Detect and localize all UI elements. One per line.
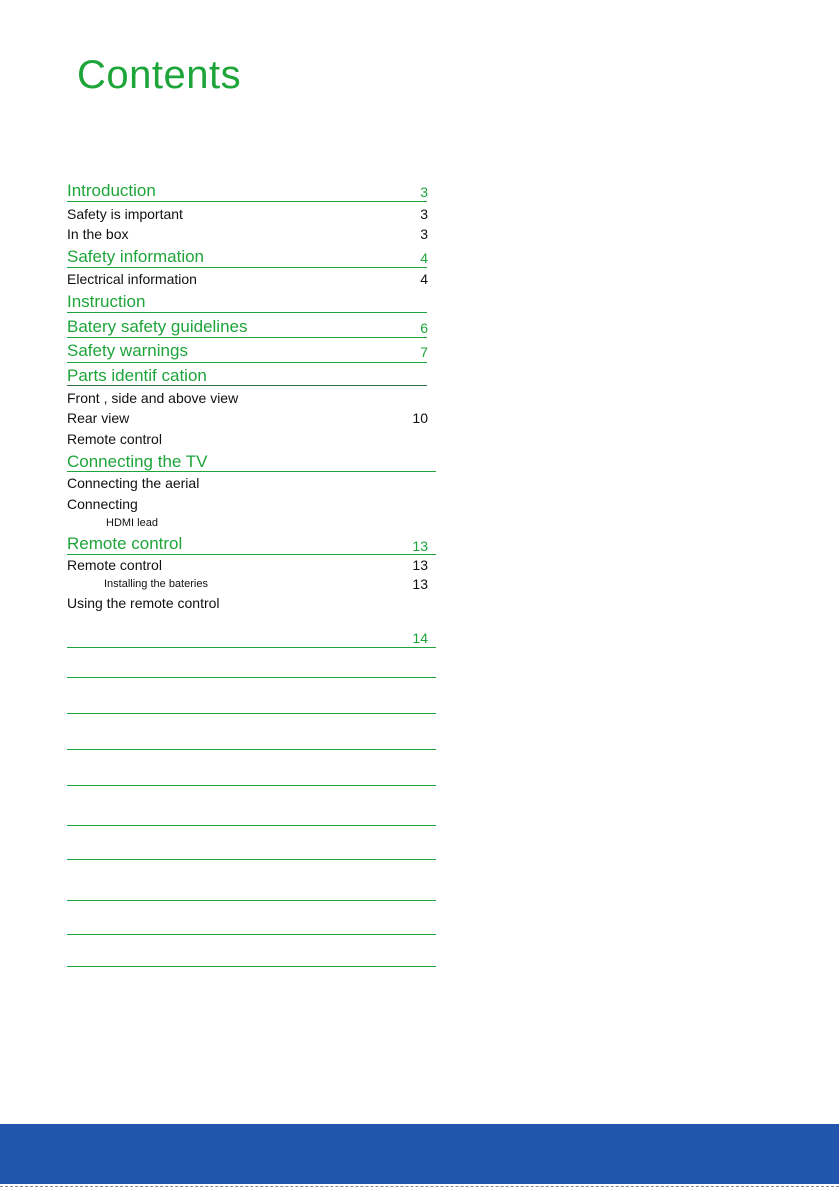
toc-rule	[67, 267, 427, 268]
toc-entry-using-remote[interactable]: Using the remote control	[67, 595, 220, 611]
toc-rule	[67, 785, 436, 786]
toc-heading-introduction[interactable]: Introduction	[67, 181, 156, 200]
toc-rule	[67, 677, 436, 678]
toc-heading-instruction[interactable]: Instruction	[67, 292, 146, 311]
toc-page-blank-entry: 14	[412, 630, 428, 646]
toc-entry-in-the-box[interactable]: In the box	[67, 226, 129, 242]
toc-rule	[67, 337, 427, 338]
toc-page-installing-batteries: 13	[412, 576, 428, 592]
toc-page-in-the-box: 3	[420, 226, 428, 242]
toc-entry-remote-control-part[interactable]: Remote control	[67, 431, 162, 447]
toc-page-remote-control-sub: 13	[412, 557, 428, 573]
toc-entry-front-side-above[interactable]: Front , side and above view	[67, 390, 239, 406]
toc-page-introduction: 3	[420, 184, 428, 200]
toc-rule	[67, 966, 436, 967]
toc-heading-battery-guidelines[interactable]: Batery safety guidelines	[67, 317, 248, 336]
toc-page-electrical-information: 4	[420, 271, 428, 287]
toc-rule	[67, 312, 427, 313]
toc-rule	[67, 859, 436, 860]
toc-heading-safety-information[interactable]: Safety information	[67, 247, 205, 266]
toc-heading-parts-identification[interactable]: Parts identif cation	[67, 366, 207, 385]
toc-rule	[67, 554, 436, 555]
toc-entry-rear-view[interactable]: Rear view	[67, 410, 130, 426]
toc-entry-connecting-aerial[interactable]: Connecting the aerial	[67, 475, 200, 491]
toc-entry-remote-control-sub[interactable]: Remote control	[67, 557, 162, 573]
toc-rule	[67, 201, 427, 202]
toc-page-rear-view: 10	[412, 410, 428, 426]
toc-entry-connecting[interactable]: Connecting	[67, 496, 138, 512]
toc-rule	[67, 647, 436, 648]
toc-rule	[67, 934, 436, 935]
toc-rule	[67, 825, 436, 826]
page-title: Contents	[77, 53, 242, 97]
toc-subentry-installing-batteries[interactable]: Installing the bateries	[104, 578, 208, 590]
toc-subentry-hdmi-lead[interactable]: HDMI lead	[106, 517, 158, 529]
footer-bar	[0, 1124, 839, 1184]
toc-rule	[67, 749, 436, 750]
toc-rule	[67, 471, 436, 472]
toc-page-battery-guidelines: 6	[420, 320, 428, 336]
toc-rule	[67, 900, 436, 901]
toc-rule	[67, 362, 427, 363]
toc-page-safety-information: 4	[420, 250, 428, 266]
footer-divider	[0, 1186, 839, 1187]
toc-rule	[67, 385, 427, 386]
toc-page-safety-important: 3	[420, 206, 428, 222]
toc-page-remote-control: 13	[412, 538, 428, 554]
toc-heading-safety-warnings[interactable]: Safety warnings	[67, 341, 188, 360]
toc-heading-connecting-tv[interactable]: Connecting the TV	[67, 452, 208, 471]
toc-entry-safety-important[interactable]: Safety is important	[67, 206, 183, 222]
toc-entry-electrical-information[interactable]: Electrical information	[67, 271, 197, 287]
toc-page-safety-warnings: 7	[420, 344, 428, 360]
toc-rule	[67, 713, 436, 714]
toc-heading-remote-control[interactable]: Remote control	[67, 534, 183, 553]
